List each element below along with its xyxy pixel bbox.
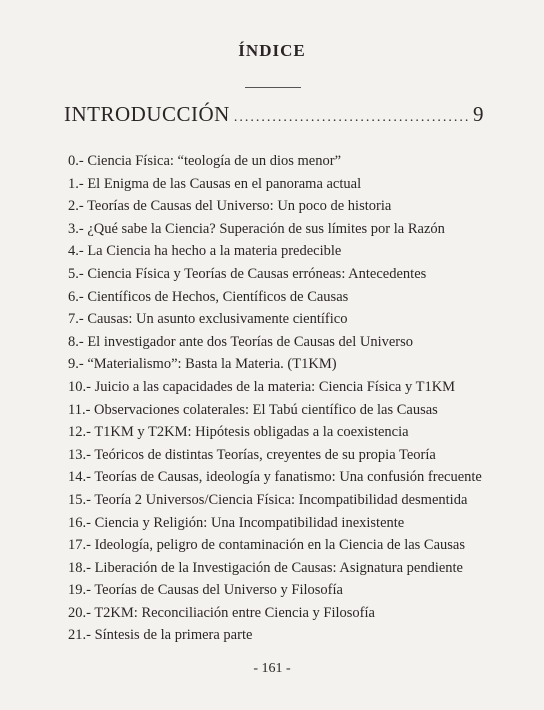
toc-entry-3: 3.- ¿Qué sabe la Ciencia? Superación de sus límites por la Razón xyxy=(68,220,445,237)
toc-entry-1: 1.- El Enigma de las Causas en el panorama actual xyxy=(68,175,362,192)
toc-list xyxy=(68,150,488,647)
toc-entry-20: 20.- T2KM: Reconciliación entre Ciencia y Filosofía xyxy=(68,604,375,621)
toc-entry-10: 10.- Juicio a las capacidades de la materia: Ciencia Física y T1KM xyxy=(68,378,456,395)
toc-entry-2: 2.- Teorías de Causas del Universo: Un poco de historia xyxy=(68,198,392,215)
toc-entry-6: 6.- Científicos de Hechos, Científicos de Causas xyxy=(68,288,349,305)
intro-entry xyxy=(64,102,484,127)
toc-entry-4: 4.- La Ciencia ha hecho a la materia predecible xyxy=(68,243,342,260)
toc-entry-13: 13.- Teóricos de distintas Teorías, creyentes de su propia Teoría xyxy=(68,446,436,463)
toc-entry-5: 5.- Ciencia Física y Teorías de Causas erróneas: Antecedentes xyxy=(68,265,427,282)
toc-entry-7: 7.- Causas: Un asunto exclusivamente científico xyxy=(68,311,348,328)
dot-leader xyxy=(234,110,469,126)
intro-page: 9 xyxy=(473,102,484,126)
toc-entry-19: 19.- Teorías de Causas del Universo y Filosofía xyxy=(68,582,343,599)
toc-entry-21: 21.- Síntesis de la primera parte xyxy=(68,627,253,644)
toc-entry-0: 0.- Ciencia Física: “teología de un dios menor” xyxy=(68,153,342,169)
toc-entry-11: 11.- Observaciones colaterales: El Tabú científico de las Causas xyxy=(68,401,438,418)
toc-entry-16: 16.- Ciencia y Religión: Una Incompatibilidad inexistente xyxy=(68,514,405,531)
toc-entry-15: 15.- Teoría 2 Universos/Ciencia Física: Incompatibilidad desmentida xyxy=(68,491,468,508)
page-number: - 161 - xyxy=(253,661,291,676)
title-divider xyxy=(245,87,301,88)
intro-label: INTRODUCCIÓN xyxy=(64,102,230,126)
toc-entry-14: 14.- Teorías de Causas, ideología y fanatismo: Una confusión frecuente xyxy=(68,469,482,486)
toc-entry-18: 18.- Liberación de la Investigación de Causas: Asignatura pendiente xyxy=(68,559,463,576)
toc-entry-17: 17.- Ideología, peligro de contaminación en la Ciencia de las Causas xyxy=(68,537,466,554)
toc-entry-9: 9.- “Materialismo”: Basta la Materia. (T1KM) xyxy=(68,356,337,373)
index-title: ÍNDICE xyxy=(238,41,306,60)
toc-entry-12: 12.- T1KM y T2KM: Hipótesis obligadas a la coexistencia xyxy=(68,424,409,441)
toc-entry-8: 8.- El investigador ante dos Teorías de Causas del Universo xyxy=(68,333,414,350)
